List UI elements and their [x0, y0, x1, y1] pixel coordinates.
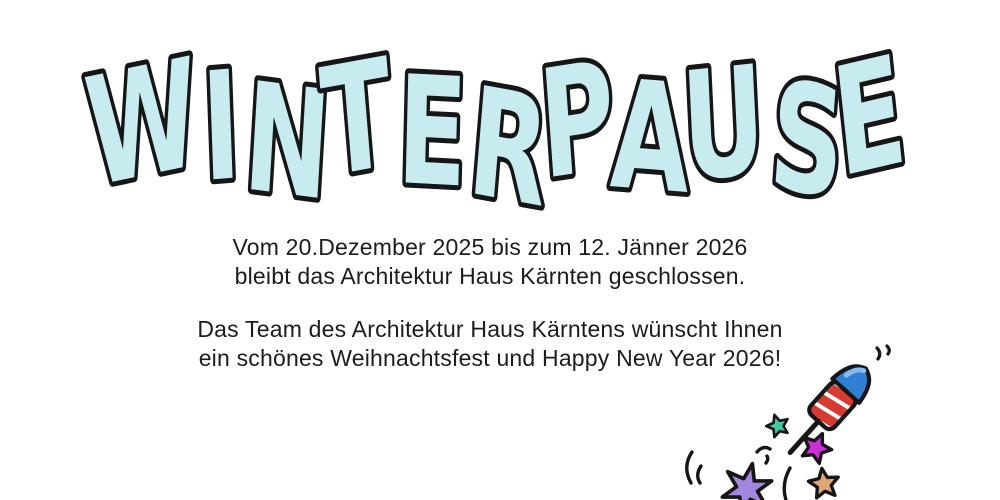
closure-line-2: bleibt das Architektur Haus Kärnten geschlossen.	[234, 263, 746, 289]
teal-star-icon	[764, 411, 792, 438]
greeting-line-1: Das Team des Architektur Haus Kärntens wünscht Ihnen	[197, 316, 783, 342]
orange-star-icon	[807, 466, 841, 498]
winterpause-title-text: WINTERPAUSE	[72, 46, 948, 226]
greeting-line-2: ein schönes Weihnachtsfest und Happy New Year 2026!	[198, 345, 782, 371]
winterpause-title	[0, 46, 1000, 226]
purple-star-icon	[720, 459, 775, 500]
firework-rocket-illustration	[655, 333, 920, 500]
closure-line-1: Vom 20.Dezember 2025 bis zum 12. Jänner 2026	[232, 234, 748, 260]
closure-dates-text	[0, 233, 980, 291]
magenta-star-icon	[797, 428, 836, 466]
spark-marks-top	[877, 346, 889, 359]
